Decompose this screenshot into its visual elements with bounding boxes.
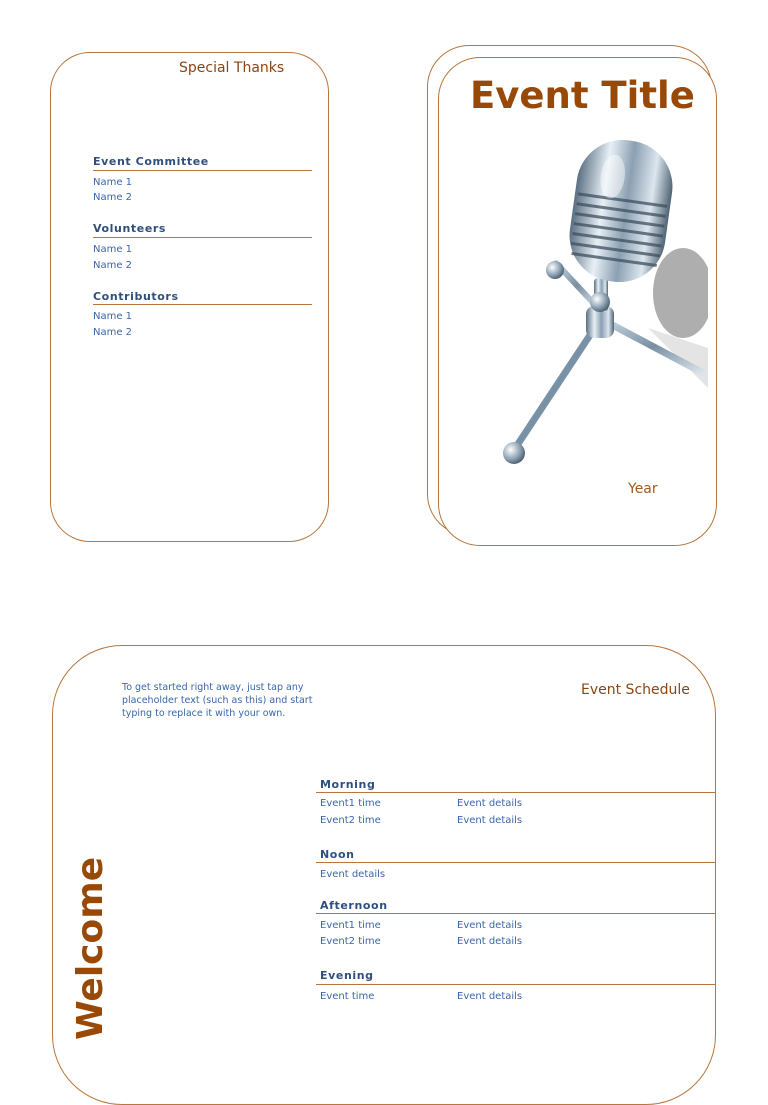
morning-heading: Morning [320,778,376,791]
afternoon-heading: Afternoon [320,899,388,912]
afternoon-event2-details: Event details [457,936,523,947]
volunteers-rule [93,237,312,238]
committee-rule [93,170,312,171]
morning-event1-details: Event details [457,798,523,809]
special-thanks-title: Special Thanks [179,60,285,76]
event-title: Event Title [470,74,695,117]
mic-shadow [653,248,708,338]
contributors-name-2: Name 2 [93,327,133,338]
afternoon-event1-details: Event details [457,920,523,931]
evening-event-details: Event details [457,991,523,1002]
noon-heading: Noon [320,848,355,861]
special-thanks-panel [50,52,329,542]
volunteers-heading: Volunteers [93,222,167,235]
contributors-name-1: Name 1 [93,311,133,322]
afternoon-rule [316,913,716,914]
morning-event2-time: Event2 time [320,815,381,826]
evening-heading: Evening [320,969,374,982]
event-schedule-title: Event Schedule [581,682,690,698]
volunteers-name-1: Name 1 [93,244,133,255]
contributors-heading: Contributors [93,290,179,303]
committee-name-2: Name 2 [93,192,133,203]
evening-rule [316,984,716,985]
welcome-vertical-title: Welcome [70,856,111,1040]
intro-placeholder-text[interactable]: To get started right away, just tap any placeholder text (such as this) and start typing to replace it with your own. [122,682,313,719]
microphone-illustration [498,138,708,473]
volunteers-name-2: Name 2 [93,260,133,271]
noon-rule [316,862,716,863]
evening-event-time: Event time [320,991,375,1002]
morning-event1-time: Event1 time [320,798,381,809]
cover-year: Year [628,481,658,497]
morning-rule [316,792,716,793]
noon-event-details: Event details [320,869,386,880]
committee-name-1: Name 1 [93,177,133,188]
contributors-rule [93,304,312,305]
afternoon-event2-time: Event2 time [320,936,381,947]
committee-heading: Event Committee [93,155,209,168]
afternoon-event1-time: Event1 time [320,920,381,931]
morning-event2-details: Event details [457,815,523,826]
